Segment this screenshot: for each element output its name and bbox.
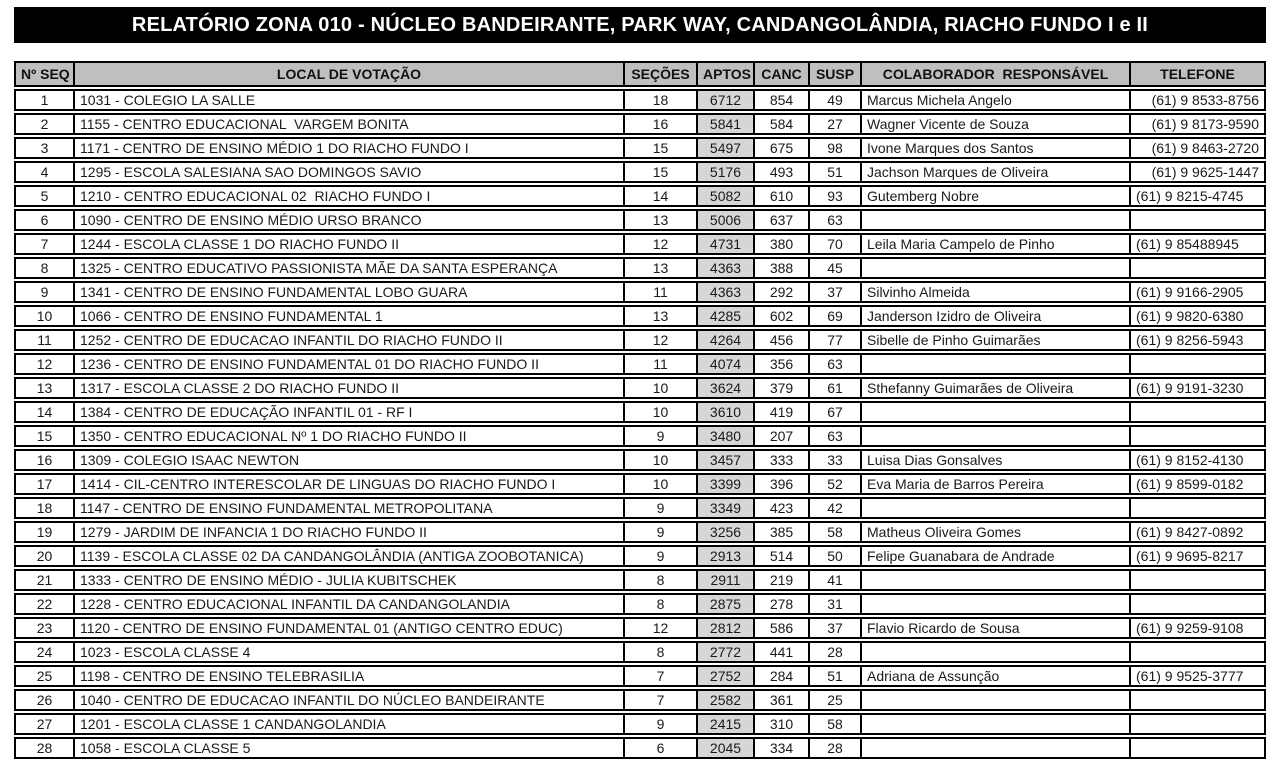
cell-local: 1040 - CENTRO DE EDUCACAO INFANTIL DO NÚCLEO BANDEIRANTE	[75, 689, 625, 711]
cell-local: 1228 - CENTRO EDUCACIONAL INFANTIL DA CANDANGOLANDIA	[75, 593, 625, 615]
column-header-seq: Nº SEQ	[14, 61, 75, 87]
table-row	[14, 569, 1266, 591]
cell-aptos: 2415	[698, 713, 755, 735]
cell-seq: 9	[14, 281, 75, 303]
cell-local: 1023 - ESCOLA CLASSE 4	[75, 641, 625, 663]
cell-local: 1031 - COLEGIO LA SALLE	[75, 89, 625, 111]
cell-colaborador: Janderson Izidro de Oliveira	[862, 305, 1131, 327]
cell-local: 1325 - CENTRO EDUCATIVO PASSIONISTA MÃE DA SANTA ESPERANÇA	[75, 257, 625, 279]
cell-susp: 51	[810, 161, 862, 183]
cell-telefone	[1131, 425, 1266, 447]
cell-telefone: (61) 9 9695-8217	[1131, 545, 1266, 567]
cell-telefone: (61) 9 8215-4745	[1131, 185, 1266, 207]
cell-seq: 15	[14, 425, 75, 447]
cell-local: 1198 - CENTRO DE ENSINO TELEBRASILIA	[75, 665, 625, 687]
cell-secoes: 7	[625, 689, 698, 711]
table-row	[14, 497, 1266, 519]
cell-telefone	[1131, 401, 1266, 423]
column-header-telefone: TELEFONE	[1131, 61, 1266, 87]
cell-colaborador: Felipe Guanabara de Andrade	[862, 545, 1131, 567]
cell-susp: 98	[810, 137, 862, 159]
cell-susp: 42	[810, 497, 862, 519]
cell-telefone: (61) 9 8533-8756	[1131, 89, 1266, 111]
table-row	[14, 209, 1266, 231]
cell-colaborador: Matheus Oliveira Gomes	[862, 521, 1131, 543]
cell-colaborador	[862, 713, 1131, 735]
cell-canc: 380	[755, 233, 810, 255]
cell-colaborador: Ivone Marques dos Santos	[862, 137, 1131, 159]
cell-seq: 11	[14, 329, 75, 351]
cell-canc: 310	[755, 713, 810, 735]
cell-colaborador	[862, 569, 1131, 591]
cell-aptos: 6712	[698, 89, 755, 111]
cell-seq: 19	[14, 521, 75, 543]
cell-telefone	[1131, 641, 1266, 663]
table-row	[14, 89, 1266, 111]
cell-telefone	[1131, 689, 1266, 711]
cell-susp: 27	[810, 113, 862, 135]
cell-secoes: 15	[625, 137, 698, 159]
cell-susp: 93	[810, 185, 862, 207]
cell-canc: 610	[755, 185, 810, 207]
cell-colaborador	[862, 641, 1131, 663]
cell-telefone	[1131, 257, 1266, 279]
table-row	[14, 737, 1266, 759]
cell-colaborador: Jachson Marques de Oliveira	[862, 161, 1131, 183]
cell-susp: 50	[810, 545, 862, 567]
table-body	[14, 89, 1266, 759]
cell-aptos: 2875	[698, 593, 755, 615]
cell-canc: 379	[755, 377, 810, 399]
cell-canc: 419	[755, 401, 810, 423]
cell-secoes: 16	[625, 113, 698, 135]
cell-secoes: 10	[625, 449, 698, 471]
cell-telefone: (61) 9 9525-3777	[1131, 665, 1266, 687]
cell-aptos: 2045	[698, 737, 755, 759]
cell-local: 1309 - COLEGIO ISAAC NEWTON	[75, 449, 625, 471]
cell-secoes: 12	[625, 233, 698, 255]
cell-susp: 49	[810, 89, 862, 111]
table-row	[14, 473, 1266, 495]
cell-aptos: 2812	[698, 617, 755, 639]
column-header-local: LOCAL DE VOTAÇÃO	[75, 61, 625, 87]
cell-susp: 61	[810, 377, 862, 399]
cell-aptos: 4285	[698, 305, 755, 327]
column-header-secoes: SEÇÕES	[625, 61, 698, 87]
cell-local: 1210 - CENTRO EDUCACIONAL 02 RIACHO FUNDO I	[75, 185, 625, 207]
cell-telefone: (61) 9 8173-9590	[1131, 113, 1266, 135]
cell-local: 1414 - CIL-CENTRO INTERESCOLAR DE LINGUAS DO RIACHO FUNDO I	[75, 473, 625, 495]
cell-seq: 7	[14, 233, 75, 255]
cell-secoes: 10	[625, 401, 698, 423]
cell-aptos: 3256	[698, 521, 755, 543]
cell-secoes: 13	[625, 209, 698, 231]
cell-colaborador: Marcus Michela Angelo	[862, 89, 1131, 111]
cell-telefone	[1131, 737, 1266, 759]
cell-canc: 284	[755, 665, 810, 687]
table-row	[14, 305, 1266, 327]
cell-colaborador	[862, 425, 1131, 447]
cell-canc: 207	[755, 425, 810, 447]
cell-aptos: 4074	[698, 353, 755, 375]
cell-local: 1139 - ESCOLA CLASSE 02 DA CANDANGOLÂNDIA (ANTIGA ZOOBOTANICA)	[75, 545, 625, 567]
cell-canc: 637	[755, 209, 810, 231]
cell-seq: 4	[14, 161, 75, 183]
cell-canc: 493	[755, 161, 810, 183]
table-row	[14, 425, 1266, 447]
cell-telefone	[1131, 593, 1266, 615]
cell-seq: 5	[14, 185, 75, 207]
cell-colaborador: Gutemberg Nobre	[862, 185, 1131, 207]
cell-local: 1341 - CENTRO DE ENSINO FUNDAMENTAL LOBO GUARA	[75, 281, 625, 303]
cell-local: 1252 - CENTRO DE EDUCACAO INFANTIL DO RIACHO FUNDO II	[75, 329, 625, 351]
cell-canc: 586	[755, 617, 810, 639]
cell-aptos: 4264	[698, 329, 755, 351]
table-row	[14, 665, 1266, 687]
cell-seq: 20	[14, 545, 75, 567]
cell-secoes: 9	[625, 713, 698, 735]
cell-susp: 63	[810, 353, 862, 375]
cell-aptos: 2752	[698, 665, 755, 687]
cell-local: 1147 - CENTRO DE ENSINO FUNDAMENTAL METROPOLITANA	[75, 497, 625, 519]
cell-seq: 8	[14, 257, 75, 279]
cell-colaborador: Luisa Dias Gonsalves	[862, 449, 1131, 471]
cell-canc: 388	[755, 257, 810, 279]
table-row	[14, 113, 1266, 135]
cell-telefone	[1131, 713, 1266, 735]
cell-seq: 1	[14, 89, 75, 111]
cell-susp: 45	[810, 257, 862, 279]
column-header-susp: SUSP	[810, 61, 862, 87]
cell-colaborador	[862, 737, 1131, 759]
cell-telefone: (61) 9 9191-3230	[1131, 377, 1266, 399]
cell-seq: 22	[14, 593, 75, 615]
cell-aptos: 4363	[698, 281, 755, 303]
cell-colaborador	[862, 353, 1131, 375]
cell-local: 1244 - ESCOLA CLASSE 1 DO RIACHO FUNDO II	[75, 233, 625, 255]
cell-canc: 361	[755, 689, 810, 711]
cell-local: 1058 - ESCOLA CLASSE 5	[75, 737, 625, 759]
cell-local: 1384 - CENTRO DE EDUCAÇÃO INFANTIL 01 - RF I	[75, 401, 625, 423]
table-row	[14, 377, 1266, 399]
table-row	[14, 353, 1266, 375]
cell-susp: 70	[810, 233, 862, 255]
cell-susp: 25	[810, 689, 862, 711]
cell-aptos: 3610	[698, 401, 755, 423]
table-row	[14, 641, 1266, 663]
cell-telefone: (61) 9 9625-1447	[1131, 161, 1266, 183]
cell-canc: 584	[755, 113, 810, 135]
cell-seq: 3	[14, 137, 75, 159]
cell-canc: 334	[755, 737, 810, 759]
cell-seq: 13	[14, 377, 75, 399]
table-row	[14, 137, 1266, 159]
cell-colaborador: Sthefanny Guimarães de Oliveira	[862, 377, 1131, 399]
table-row	[14, 329, 1266, 351]
cell-susp: 77	[810, 329, 862, 351]
cell-secoes: 13	[625, 257, 698, 279]
cell-local: 1295 - ESCOLA SALESIANA SAO DOMINGOS SAVIO	[75, 161, 625, 183]
cell-aptos: 5082	[698, 185, 755, 207]
cell-canc: 292	[755, 281, 810, 303]
cell-seq: 6	[14, 209, 75, 231]
cell-seq: 18	[14, 497, 75, 519]
cell-aptos: 5497	[698, 137, 755, 159]
cell-seq: 16	[14, 449, 75, 471]
cell-susp: 51	[810, 665, 862, 687]
cell-seq: 26	[14, 689, 75, 711]
cell-canc: 602	[755, 305, 810, 327]
cell-telefone	[1131, 353, 1266, 375]
cell-secoes: 8	[625, 569, 698, 591]
cell-colaborador: Sibelle de Pinho Guimarães	[862, 329, 1131, 351]
cell-susp: 28	[810, 737, 862, 759]
report-title: RELATÓRIO ZONA 010 - NÚCLEO BANDEIRANTE, PARK WAY, CANDANGOLÂNDIA, RIACHO FUNDO I e II	[131, 13, 1149, 36]
cell-secoes: 12	[625, 329, 698, 351]
cell-colaborador	[862, 593, 1131, 615]
polling-places-table	[14, 59, 1266, 761]
cell-colaborador	[862, 689, 1131, 711]
table-row	[14, 689, 1266, 711]
cell-susp: 63	[810, 425, 862, 447]
cell-canc: 385	[755, 521, 810, 543]
cell-colaborador: Wagner Vicente de Souza	[862, 113, 1131, 135]
table-row	[14, 401, 1266, 423]
cell-colaborador: Leila Maria Campelo de Pinho	[862, 233, 1131, 255]
cell-aptos: 2582	[698, 689, 755, 711]
cell-aptos: 4363	[698, 257, 755, 279]
table-row	[14, 161, 1266, 183]
cell-canc: 456	[755, 329, 810, 351]
cell-canc: 423	[755, 497, 810, 519]
cell-susp: 37	[810, 281, 862, 303]
cell-aptos: 2911	[698, 569, 755, 591]
cell-colaborador: Adriana de Assunção	[862, 665, 1131, 687]
cell-aptos: 3399	[698, 473, 755, 495]
table-row	[14, 233, 1266, 255]
cell-seq: 28	[14, 737, 75, 759]
cell-local: 1171 - CENTRO DE ENSINO MÉDIO 1 DO RIACHO FUNDO I	[75, 137, 625, 159]
cell-susp: 63	[810, 209, 862, 231]
cell-aptos: 5006	[698, 209, 755, 231]
cell-susp: 28	[810, 641, 862, 663]
cell-secoes: 8	[625, 593, 698, 615]
table-row	[14, 617, 1266, 639]
cell-secoes: 9	[625, 545, 698, 567]
cell-telefone	[1131, 209, 1266, 231]
column-header-canc: CANC	[755, 61, 810, 87]
cell-seq: 10	[14, 305, 75, 327]
cell-seq: 14	[14, 401, 75, 423]
cell-telefone: (61) 9 9259-9108	[1131, 617, 1266, 639]
cell-aptos: 5176	[698, 161, 755, 183]
cell-colaborador	[862, 401, 1131, 423]
cell-seq: 24	[14, 641, 75, 663]
column-header-colaborador: COLABORADOR RESPONSÁVEL	[862, 61, 1131, 87]
cell-canc: 356	[755, 353, 810, 375]
cell-seq: 27	[14, 713, 75, 735]
table-row	[14, 521, 1266, 543]
cell-canc: 854	[755, 89, 810, 111]
table-row	[14, 257, 1266, 279]
cell-secoes: 6	[625, 737, 698, 759]
cell-telefone	[1131, 497, 1266, 519]
cell-secoes: 9	[625, 521, 698, 543]
cell-seq: 17	[14, 473, 75, 495]
cell-canc: 514	[755, 545, 810, 567]
cell-secoes: 7	[625, 665, 698, 687]
report-title-bar	[14, 7, 1266, 43]
cell-susp: 67	[810, 401, 862, 423]
cell-susp: 58	[810, 521, 862, 543]
cell-local: 1066 - CENTRO DE ENSINO FUNDAMENTAL 1	[75, 305, 625, 327]
cell-telefone: (61) 9 8463-2720	[1131, 137, 1266, 159]
cell-local: 1120 - CENTRO DE ENSINO FUNDAMENTAL 01 (ANTIGO CENTRO EDUC)	[75, 617, 625, 639]
cell-secoes: 9	[625, 425, 698, 447]
cell-local: 1236 - CENTRO DE ENSINO FUNDAMENTAL 01 DO RIACHO FUNDO II	[75, 353, 625, 375]
cell-aptos: 4731	[698, 233, 755, 255]
table-row	[14, 449, 1266, 471]
cell-susp: 41	[810, 569, 862, 591]
cell-canc: 441	[755, 641, 810, 663]
cell-telefone: (61) 9 8599-0182	[1131, 473, 1266, 495]
cell-telefone: (61) 9 8427-0892	[1131, 521, 1266, 543]
cell-secoes: 12	[625, 617, 698, 639]
table-row	[14, 713, 1266, 735]
table-row	[14, 545, 1266, 567]
table-row	[14, 593, 1266, 615]
cell-colaborador: Silvinho Almeida	[862, 281, 1131, 303]
cell-secoes: 10	[625, 473, 698, 495]
cell-secoes: 14	[625, 185, 698, 207]
cell-local: 1155 - CENTRO EDUCACIONAL VARGEM BONITA	[75, 113, 625, 135]
cell-aptos: 3480	[698, 425, 755, 447]
cell-colaborador	[862, 257, 1131, 279]
cell-aptos: 2772	[698, 641, 755, 663]
cell-secoes: 18	[625, 89, 698, 111]
cell-canc: 278	[755, 593, 810, 615]
cell-secoes: 13	[625, 305, 698, 327]
cell-telefone	[1131, 569, 1266, 591]
cell-local: 1201 - ESCOLA CLASSE 1 CANDANGOLANDIA	[75, 713, 625, 735]
cell-aptos: 3624	[698, 377, 755, 399]
cell-local: 1279 - JARDIM DE INFANCIA 1 DO RIACHO FUNDO II	[75, 521, 625, 543]
cell-susp: 58	[810, 713, 862, 735]
cell-susp: 37	[810, 617, 862, 639]
table-row	[14, 185, 1266, 207]
table-header-row	[14, 61, 1266, 87]
cell-canc: 396	[755, 473, 810, 495]
cell-susp: 31	[810, 593, 862, 615]
cell-secoes: 9	[625, 497, 698, 519]
cell-susp: 52	[810, 473, 862, 495]
cell-susp: 69	[810, 305, 862, 327]
cell-canc: 219	[755, 569, 810, 591]
cell-local: 1350 - CENTRO EDUCACIONAL Nº 1 DO RIACHO FUNDO II	[75, 425, 625, 447]
cell-aptos: 5841	[698, 113, 755, 135]
cell-colaborador: Eva Maria de Barros Pereira	[862, 473, 1131, 495]
cell-local: 1333 - CENTRO DE ENSINO MÉDIO - JULIA KUBITSCHEK	[75, 569, 625, 591]
cell-secoes: 15	[625, 161, 698, 183]
cell-canc: 675	[755, 137, 810, 159]
cell-susp: 33	[810, 449, 862, 471]
cell-secoes: 8	[625, 641, 698, 663]
cell-telefone: (61) 9 9166-2905	[1131, 281, 1266, 303]
cell-aptos: 2913	[698, 545, 755, 567]
cell-seq: 23	[14, 617, 75, 639]
cell-secoes: 11	[625, 281, 698, 303]
cell-seq: 25	[14, 665, 75, 687]
cell-telefone: (61) 9 8256-5943	[1131, 329, 1266, 351]
cell-secoes: 10	[625, 377, 698, 399]
cell-local: 1317 - ESCOLA CLASSE 2 DO RIACHO FUNDO II	[75, 377, 625, 399]
column-header-aptos: APTOS	[698, 61, 755, 87]
cell-seq: 2	[14, 113, 75, 135]
cell-colaborador	[862, 497, 1131, 519]
cell-telefone: (61) 9 85488945	[1131, 233, 1266, 255]
cell-seq: 12	[14, 353, 75, 375]
cell-seq: 21	[14, 569, 75, 591]
table-row	[14, 281, 1266, 303]
cell-secoes: 11	[625, 353, 698, 375]
cell-aptos: 3457	[698, 449, 755, 471]
cell-colaborador	[862, 209, 1131, 231]
cell-aptos: 3349	[698, 497, 755, 519]
cell-local: 1090 - CENTRO DE ENSINO MÉDIO URSO BRANCO	[75, 209, 625, 231]
cell-telefone: (61) 9 8152-4130	[1131, 449, 1266, 471]
cell-canc: 333	[755, 449, 810, 471]
cell-colaborador: Flavio Ricardo de Sousa	[862, 617, 1131, 639]
cell-telefone: (61) 9 9820-6380	[1131, 305, 1266, 327]
